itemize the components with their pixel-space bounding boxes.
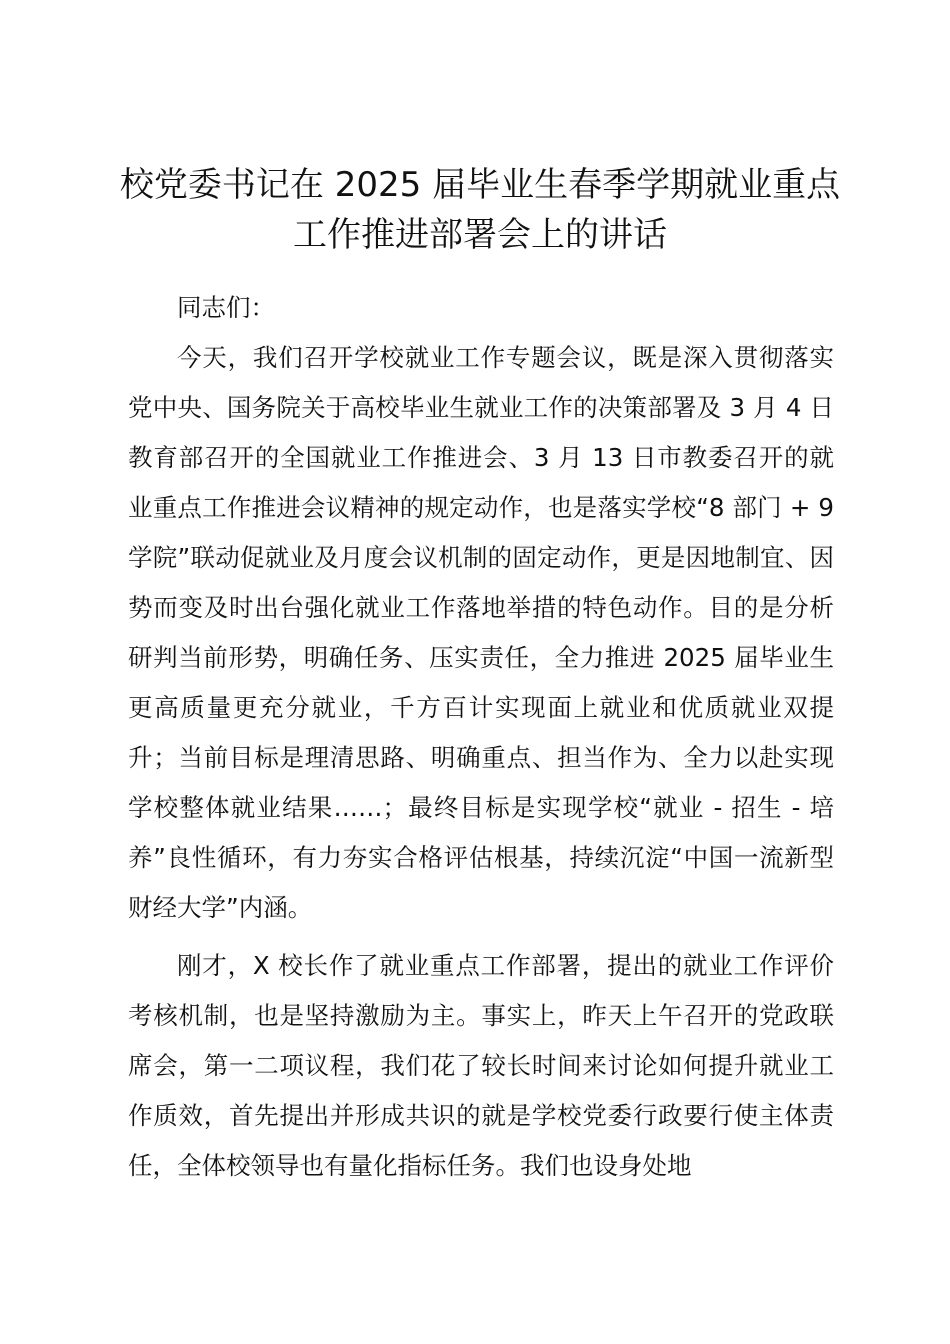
document-body xyxy=(128,283,834,1191)
document-title: 校党委书记在 2025 届毕业生春季学期就业重点工作推进部署会上的讲话 xyxy=(119,165,841,255)
salutation: 同志们： xyxy=(177,293,275,322)
paragraph-2: 刚才，X 校长作了就业重点工作部署，提出的就业工作评价考核机制，也是坚持激励为主。事实上，昨天上午召开的党政联席会，第一二项议程，我们花了较长时间来讨论如何提升就业工作质效，首先提出并形成共识的就是学校党委行政要行使主体责任，全体校领导也有量化指标任务。我们也设身处地 xyxy=(128,951,834,1180)
paragraph-1: 今天，我们召开学校就业工作专题会议，既是深入贯彻落实党中央、国务院关于高校毕业生就业工作的决策部署及 3 月 4 日教育部召开的全国就业工作推进会、3 月 13 日市教委召开的就业重点工作推进会议精神的规定动作，也是落实学校“8 部门 + 9 学院”联动促就业及月度会议机制的固定动作，更是因地制宜、因势而变及时出台强化就业工作落地举措的特色动作。目的是分析研判当前形势，明确任务、压实责任，全力推进 2025 届毕业生更高质量更充分就业，千方百计实现面上就业和优质就业双提升；当前目标是理清思路、明确重点、担当作为、全力以赴实现学校整体就业结果……；最终目标是实现学校“就业 - 招生 - 培养”良性循环，有力夯实合格评估根基，持续沉淀“中国一流新型财经大学”内涵。 xyxy=(128,343,834,922)
